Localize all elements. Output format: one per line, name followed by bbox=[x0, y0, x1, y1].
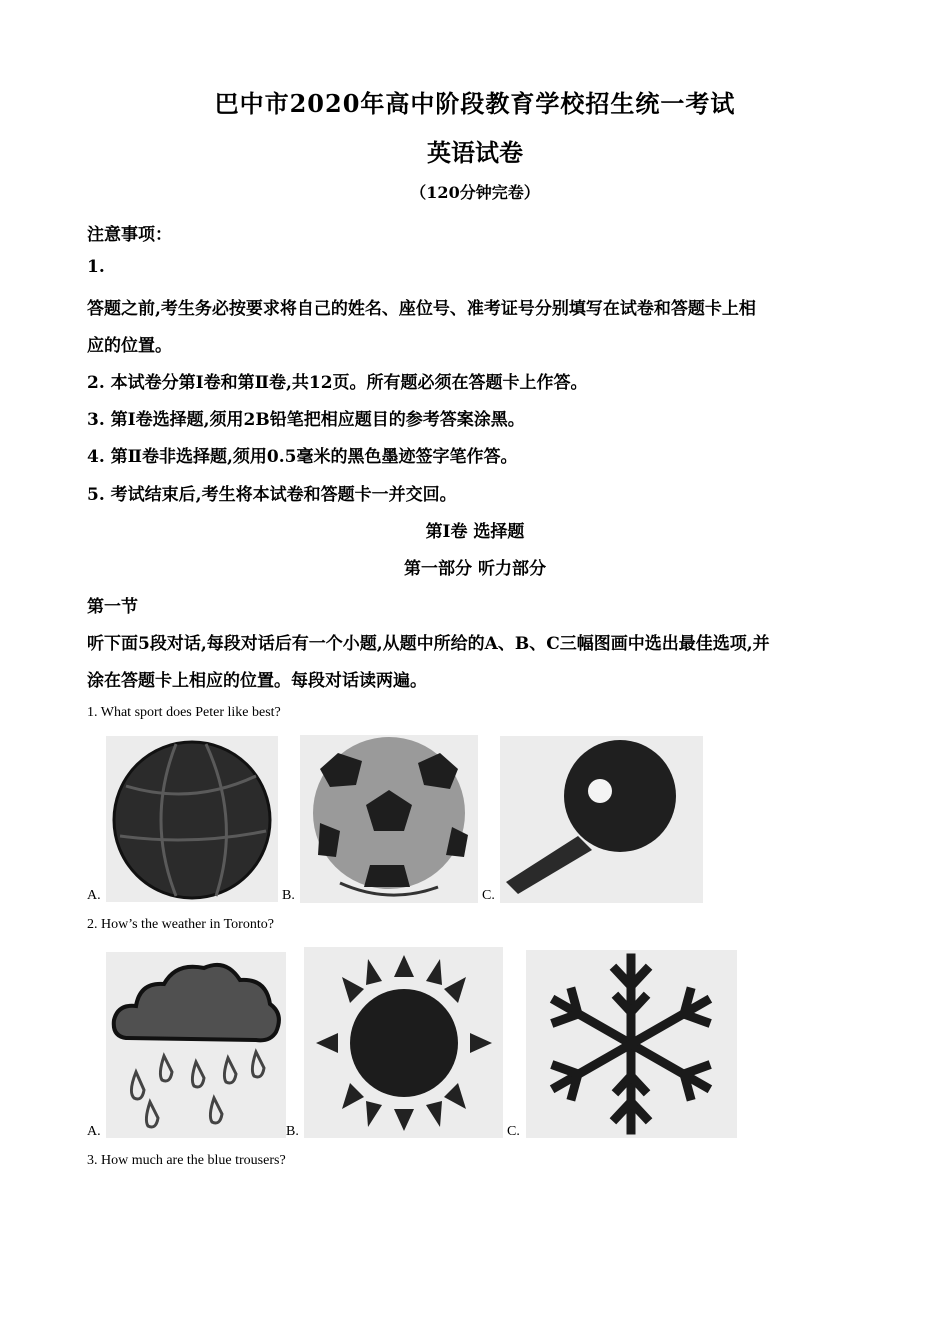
rain-cloud-icon bbox=[106, 952, 286, 1138]
sun-icon bbox=[304, 947, 503, 1138]
ping-pong-paddle-icon bbox=[500, 736, 703, 903]
exam-title: 巴中市2020年高中阶段教育学校招生统一考试 bbox=[214, 89, 736, 118]
instruction-line-1: 听下面5段对话,每段对话后有一个小题,从题中所给的A、B、C三幅图画中选出最佳选项,并 bbox=[87, 634, 770, 654]
question-2-option-a-label: A. bbox=[87, 1124, 101, 1139]
exam-subject: 英语试卷 bbox=[427, 138, 523, 167]
question-1-option-c-label: C. bbox=[482, 888, 495, 903]
question-3-text: 3. How much are the blue trousers? bbox=[87, 1153, 286, 1168]
notes-heading: 注意事项： bbox=[87, 225, 172, 245]
exam-duration: （120分钟完卷） bbox=[410, 183, 540, 202]
note-item-4: 4. 第Ⅱ卷非选择题,须用0.5毫米的黑色墨迹签字笔作答。 bbox=[87, 447, 518, 467]
basketball-icon bbox=[106, 736, 278, 902]
instruction-line-2: 涂在答题卡上相应的位置。每段对话读两遍。 bbox=[87, 671, 427, 691]
note-item-3: 3. 第Ⅰ卷选择题,须用2B铅笔把相应题目的参考答案涂黑。 bbox=[87, 410, 525, 430]
question-2-option-c-label: C. bbox=[507, 1124, 520, 1139]
question-1-option-b-label: B. bbox=[282, 888, 295, 903]
section-heading: 第一节 bbox=[87, 597, 138, 617]
question-2-text: 2. How’s the weather in Toronto? bbox=[87, 917, 274, 932]
volume-heading: 第Ⅰ卷 选择题 bbox=[425, 522, 525, 542]
soccer-ball-icon bbox=[300, 735, 478, 903]
snowflake-icon bbox=[526, 950, 737, 1138]
note-item-2: 2. 本试卷分第Ⅰ卷和第Ⅱ卷,共12页。所有题必须在答题卡上作答。 bbox=[87, 373, 588, 393]
question-1-text: 1. What sport does Peter like best? bbox=[87, 705, 281, 720]
part-heading: 第一部分 听力部分 bbox=[404, 559, 546, 579]
note-item-1-line-1: 答题之前,考生务必按要求将自己的姓名、座位号、准考证号分别填写在试卷和答题卡上相 bbox=[87, 299, 756, 319]
question-2-option-b-label: B. bbox=[286, 1124, 299, 1139]
note-item-1-number: 1. bbox=[87, 257, 105, 277]
note-item-5: 5. 考试结束后,考生将本试卷和答题卡一并交回。 bbox=[87, 485, 457, 505]
note-item-1-line-2: 应的位置。 bbox=[87, 336, 172, 356]
question-1-option-a-label: A. bbox=[87, 888, 101, 903]
